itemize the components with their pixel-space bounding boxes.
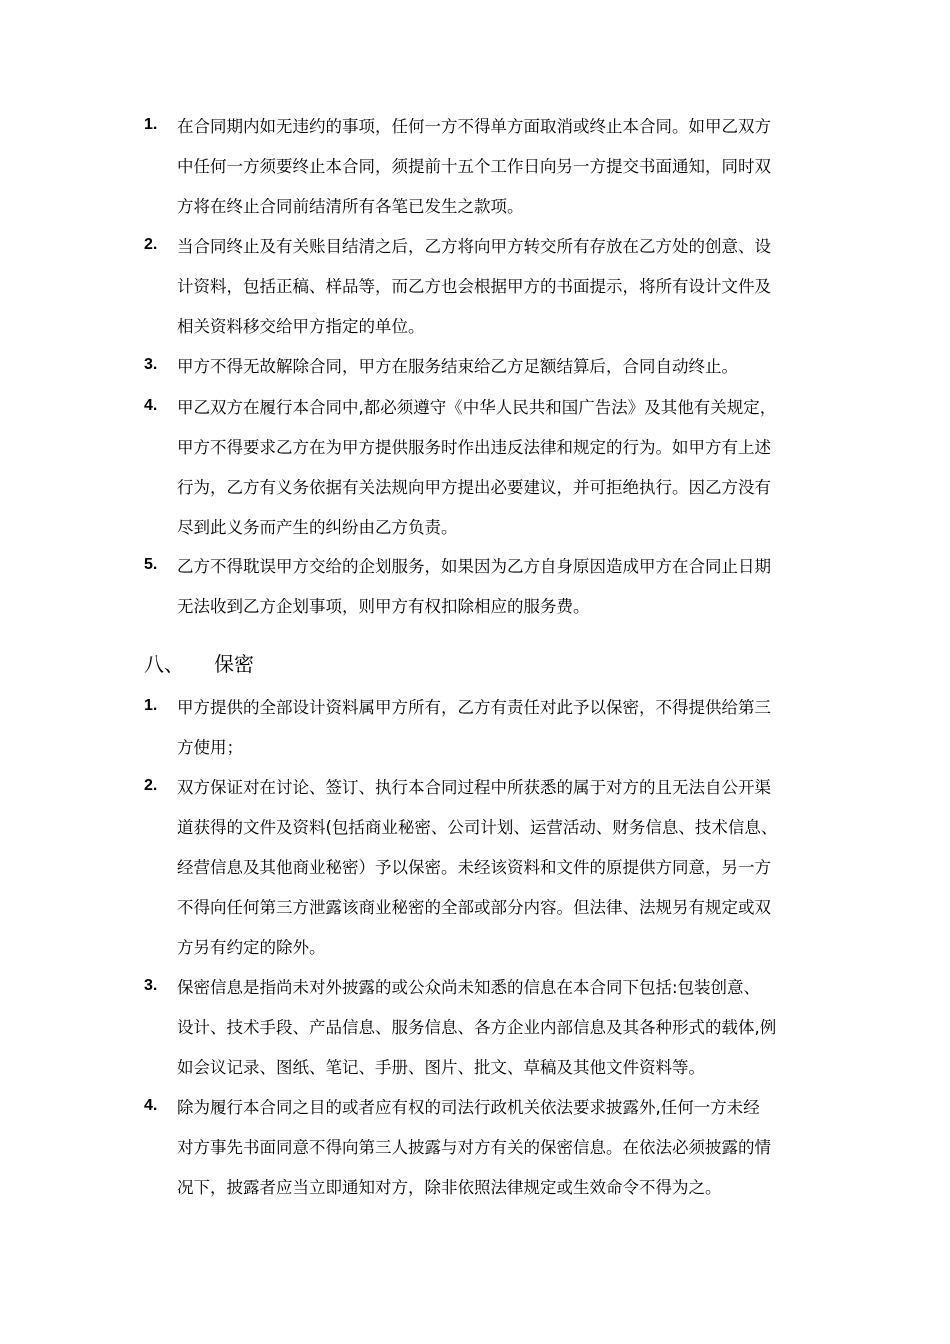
item-line: 无法收到乙方企划事项，则甲方有权扣除相应的服务费。 bbox=[177, 597, 590, 616]
item-number: 2. bbox=[144, 777, 158, 794]
item-line: 尽到此义务而产生的纠纷由乙方负责。 bbox=[177, 518, 458, 537]
item-line: 甲方提供的全部设计资料属甲方所有，乙方有责任对此予以保密，不得提供给第三 bbox=[177, 698, 771, 717]
item-line: 对方事先书面同意不得向第三人披露与对方有关的保密信息。在依法必须披露的情 bbox=[177, 1138, 771, 1157]
item-line: 行为，乙方有义务依据有关法规向甲方提出必要建议，并可拒绝执行。因乙方没有 bbox=[177, 478, 771, 497]
item-line: 当合同终止及有关账目结清之后，乙方将向甲方转交所有存放在乙方处的创意、设 bbox=[177, 237, 771, 256]
item-number: 3. bbox=[144, 356, 158, 373]
item-line: 乙方不得耽误甲方交给的企划服务，如果因为乙方自身原因造成甲方在合同止日期 bbox=[177, 557, 771, 576]
item-line: 在合同期内如无违约的事项，任何一方不得单方面取消或终止本合同。如甲乙双方 bbox=[177, 117, 771, 136]
item-line: 甲乙双方在履行本合同中,都必须遵守《中华人民共和国广告法》及其他有关规定， bbox=[177, 398, 777, 417]
item-line: 计资料，包括正稿、样品等，而乙方也会根据甲方的书面提示，将所有设计文件及 bbox=[177, 277, 771, 296]
item-line: 如会议记录、图纸、笔记、手册、图片、批文、草稿及其他文件资料等。 bbox=[177, 1058, 705, 1077]
item-line: 相关资料移交给甲方指定的单位。 bbox=[177, 317, 425, 336]
item-line: 除为履行本合同之目的或者应有权的司法行政机关依法要求披露外,任何一方未经 bbox=[177, 1098, 760, 1117]
item-line: 甲方不得要求乙方在为甲方提供服务时作出违反法律和规定的行为。如甲方有上述 bbox=[177, 438, 771, 457]
section-title: 保密 bbox=[214, 652, 254, 676]
item-line: 况下，披露者应当立即通知对方，除非依照法律规定或生效命令不得为之。 bbox=[177, 1178, 722, 1197]
item-line: 经营信息及其他商业秘密）予以保密。未经该资料和文件的原提供方同意，另一方 bbox=[177, 858, 771, 877]
item-number: 5. bbox=[144, 556, 158, 573]
item-line: 方使用； bbox=[177, 738, 243, 757]
item-number: 2. bbox=[144, 236, 158, 253]
item-line: 方将在终止合同前结清所有各笔已发生之款项。 bbox=[177, 197, 524, 216]
item-line: 不得向任何第三方泄露该商业秘密的全部或部分内容。但法律、法规另有规定或双 bbox=[177, 898, 771, 917]
item-line: 设计、技术手段、产品信息、服务信息、各方企业内部信息及其各种形式的载体,例 bbox=[177, 1018, 777, 1037]
item-number: 4. bbox=[144, 397, 158, 414]
item-line: 双方保证对在讨论、签订、执行本合同过程中所获悉的属于对方的且无法自公开渠 bbox=[177, 778, 771, 797]
section-number: 八、 bbox=[144, 652, 184, 676]
item-line: 方另有约定的除外。 bbox=[177, 938, 326, 957]
section-heading bbox=[144, 648, 254, 677]
item-number: 3. bbox=[144, 977, 158, 994]
item-number: 4. bbox=[144, 1097, 158, 1114]
item-number: 1. bbox=[144, 697, 158, 714]
item-line: 甲方不得无故解除合同，甲方在服务结束给乙方足额结算后，合同自动终止。 bbox=[177, 357, 738, 376]
item-number: 1. bbox=[144, 116, 158, 133]
item-line: 中任何一方须要终止本合同，须提前十五个工作日向另一方提交书面通知，同时双 bbox=[177, 157, 771, 176]
item-line: 道获得的文件及资料(包括商业秘密、公司计划、运营活动、财务信息、技术信息、 bbox=[177, 818, 778, 837]
item-line: 保密信息是指尚未对外披露的或公众尚未知悉的信息在本合同下包括:包装创意、 bbox=[177, 978, 761, 997]
